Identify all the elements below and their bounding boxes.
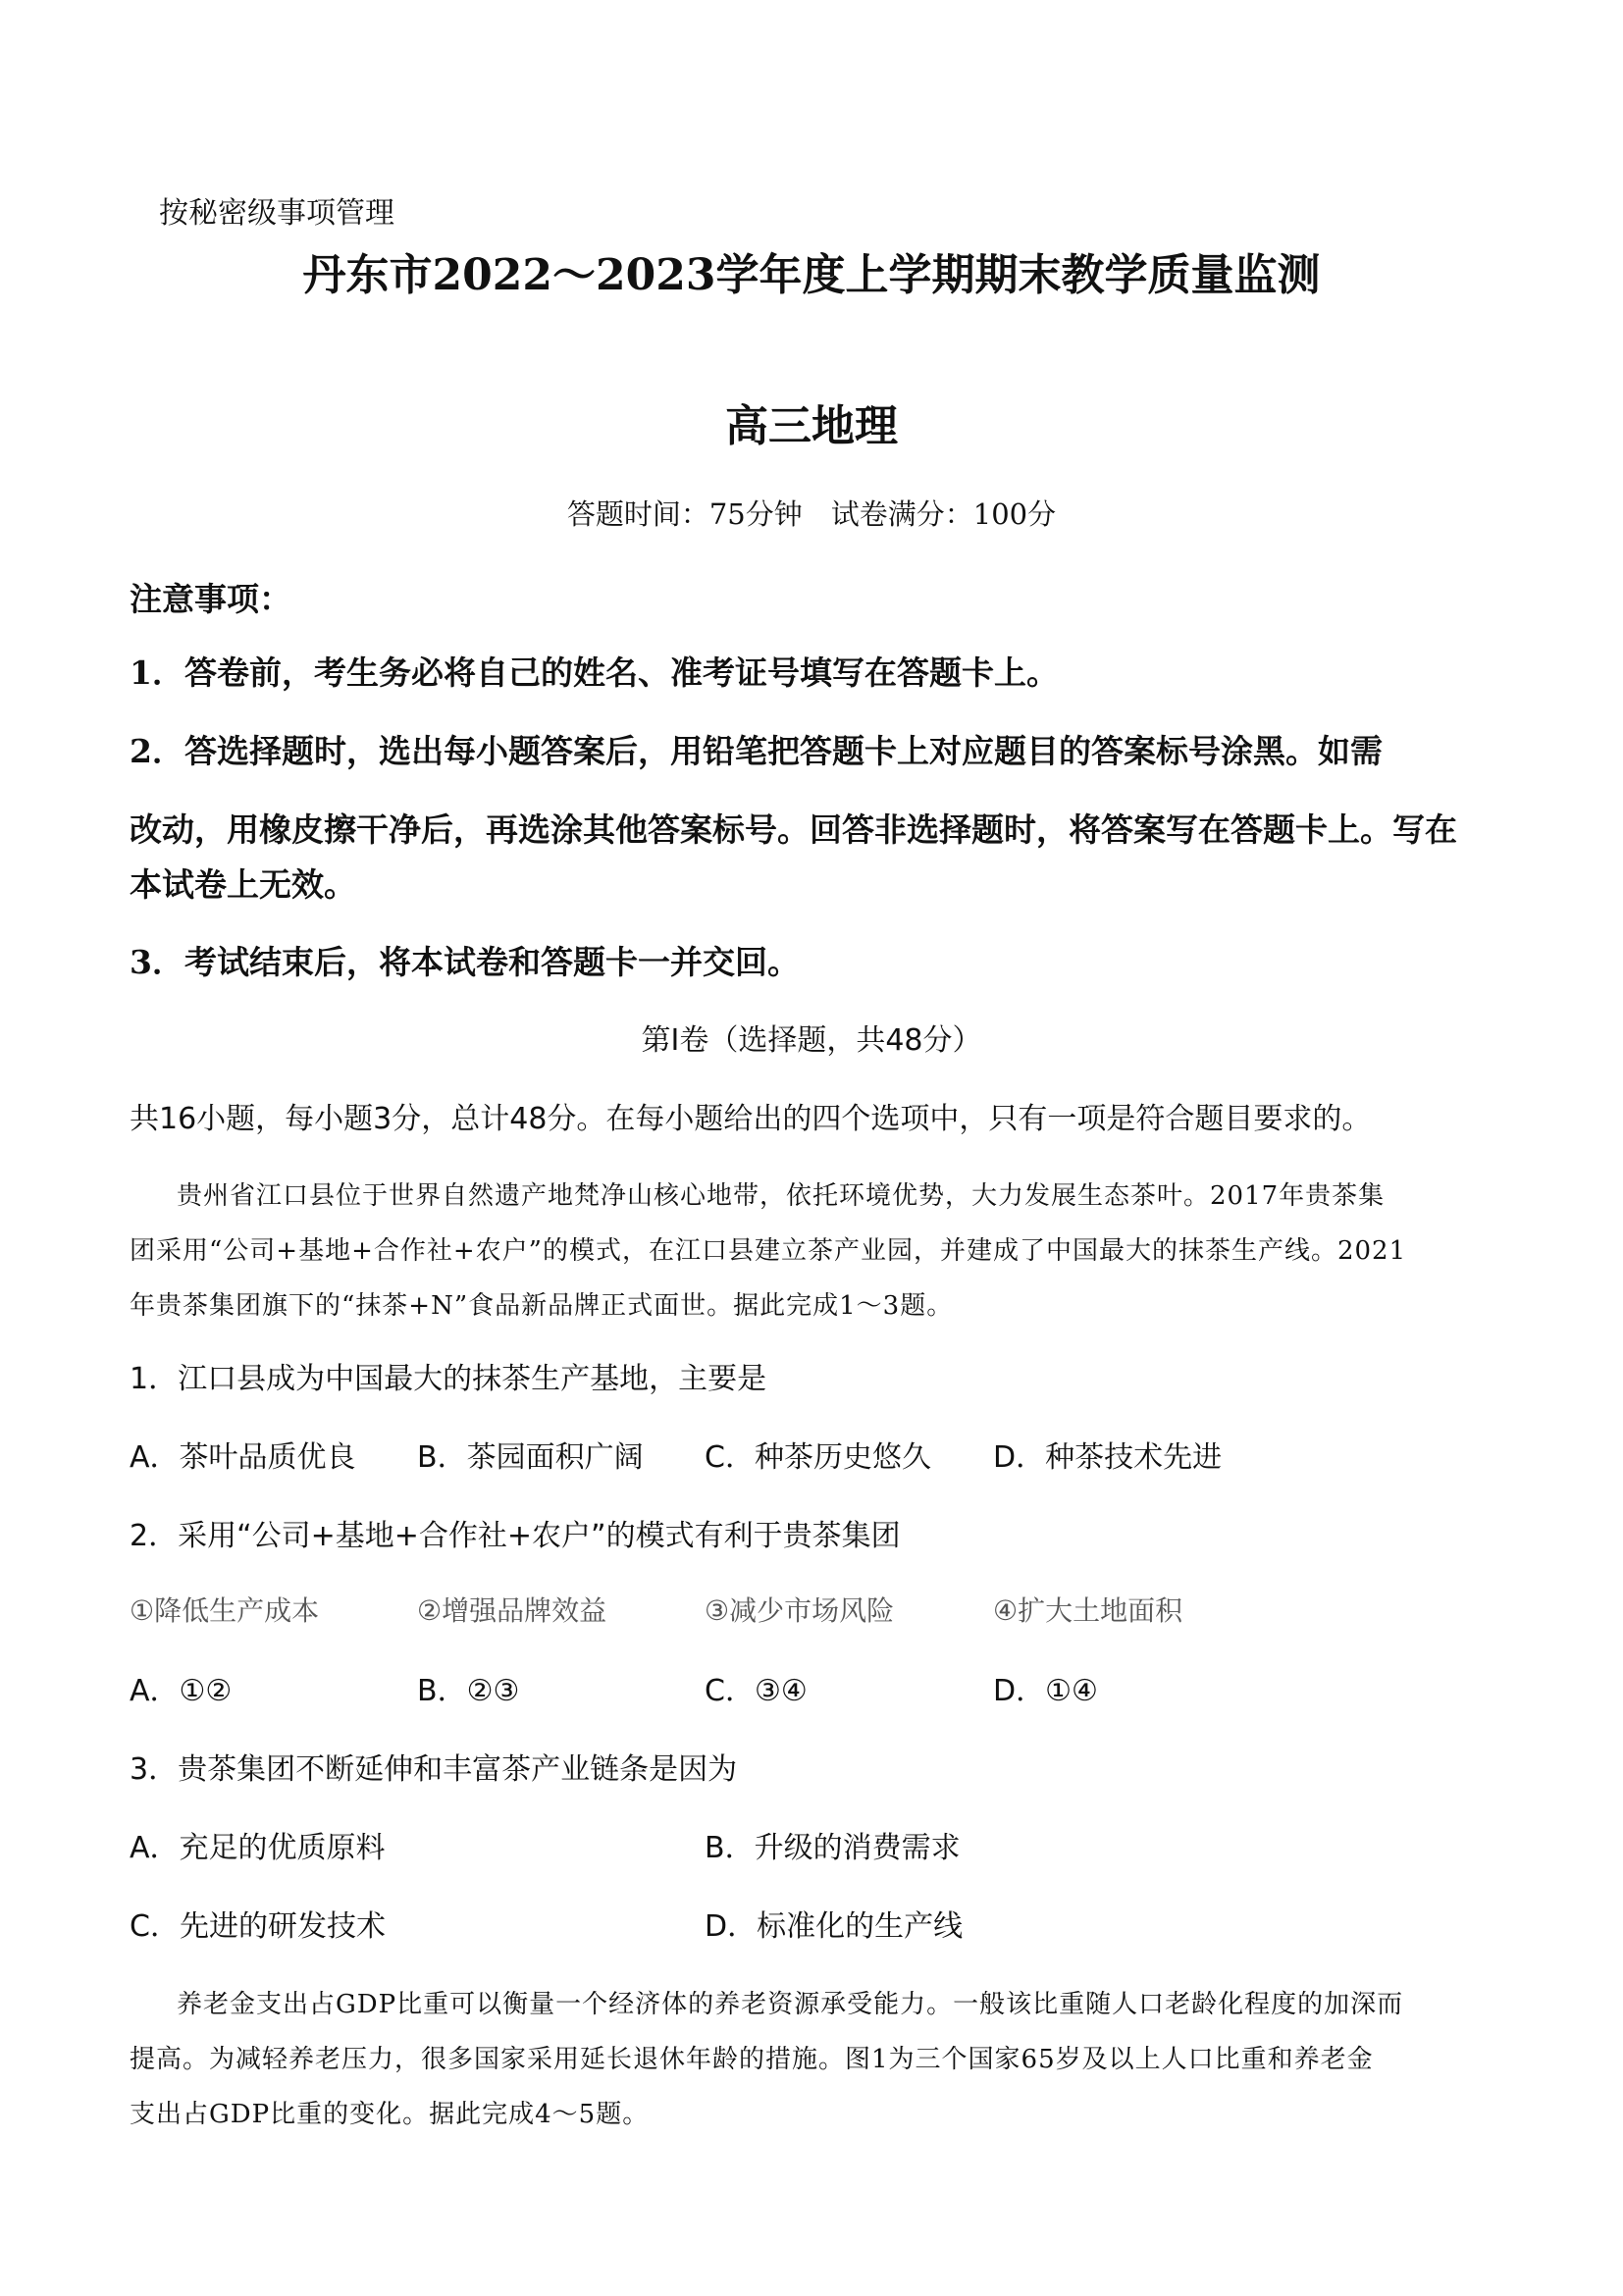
passage2-line-1: 养老金支出占GDP比重可以衡量一个经济体的养老资源承受能力。一般该比重随人口老龄化程度的加深而 (177, 1990, 1404, 2019)
q3-option-a: A．充足的优质原料 (130, 1831, 386, 1865)
notice-item-3: 3．考试结束后，将本试卷和答题卡一并交回。 (130, 943, 800, 981)
q1-option-d: D．种茶技术先进 (993, 1440, 1223, 1475)
section-heading: 第Ⅰ卷（选择题，共48分） (641, 1023, 982, 1058)
notice-item-1: 1．答卷前，考生务必将自己的姓名、准考证号填写在答题卡上。 (130, 653, 1059, 692)
q2-option-c: C．③④ (705, 1674, 808, 1708)
q2-item-4: ④扩大土地面积 (993, 1594, 1183, 1627)
q1-option-c: C．种茶历史悠久 (705, 1440, 931, 1475)
q3-stem: 3．贵茶集团不断延伸和丰富茶产业链条是因为 (130, 1752, 738, 1787)
q2-stem: 2．采用“公司+基地+合作社+农户”的模式有利于贵茶集团 (130, 1519, 901, 1553)
notice-item-2-end: 本试卷上无效。 (130, 865, 356, 904)
q3-option-b: B．升级的消费需求 (705, 1831, 961, 1865)
passage2-line-2: 提高。为减轻养老压力，很多国家采用延长退休年龄的措施。图1为三个国家65岁及以上人口比重和养老金 (130, 2045, 1374, 2074)
section-instruction: 共16小题，每小题3分，总计48分。在每小题给出的四个选项中，只有一项是符合题目要求的。 (130, 1102, 1372, 1136)
subject-title: 高三地理 (725, 401, 898, 451)
q3-option-d: D．标准化的生产线 (705, 1909, 964, 1944)
q3-option-c: C．先进的研发技术 (130, 1909, 386, 1944)
q2-item-1: ①降低生产成本 (130, 1594, 320, 1627)
q2-option-a: A．①② (130, 1674, 233, 1708)
q2-item-2: ②增强品牌效益 (417, 1594, 607, 1627)
q1-stem: 1．江口县成为中国最大的抹茶生产基地，主要是 (130, 1362, 767, 1396)
q2-option-d: D．①④ (993, 1674, 1098, 1708)
passage1-line-2: 团采用“公司+基地+合作社+农户”的模式，在江口县建立茶产业园，并建成了中国最大的抹茶生产线。2021 (130, 1236, 1407, 1266)
exam-title: 丹东市2022～2023学年度上学期期末教学质量监测 (302, 250, 1321, 300)
passage2-line-3: 支出占GDP比重的变化。据此完成4～5题。 (130, 2100, 650, 2129)
q2-option-b: B．②③ (417, 1674, 520, 1708)
q1-option-a: A．茶叶品质优良 (130, 1440, 356, 1475)
notice-item-2: 2．答选择题时，选出每小题答案后，用铅笔把答题卡上对应题目的答案标号涂黑。如需 (130, 732, 1383, 770)
notice-item-2-cont: 改动，用橡皮擦干净后，再选涂其他答案标号。回答非选择题时，将答案写在答题卡上。写在 (130, 810, 1457, 849)
passage1-line-1: 贵州省江口县位于世界自然遗产地梵净山核心地带，依托环境优势，大力发展生态茶叶。2017年贵茶集 (177, 1181, 1386, 1211)
notice-heading: 注意事项： (130, 580, 291, 618)
secret-level-label: 按秘密级事项管理 (159, 196, 394, 231)
q1-option-b: B．茶园面积广阔 (417, 1440, 644, 1475)
passage1-line-3: 年贵茶集团旗下的“抹茶+N”食品新品牌正式面世。据此完成1～3题。 (130, 1291, 954, 1321)
exam-time-info: 答题时间：75分钟 试卷满分：100分 (566, 497, 1057, 531)
q2-item-3: ③减少市场风险 (705, 1594, 895, 1627)
